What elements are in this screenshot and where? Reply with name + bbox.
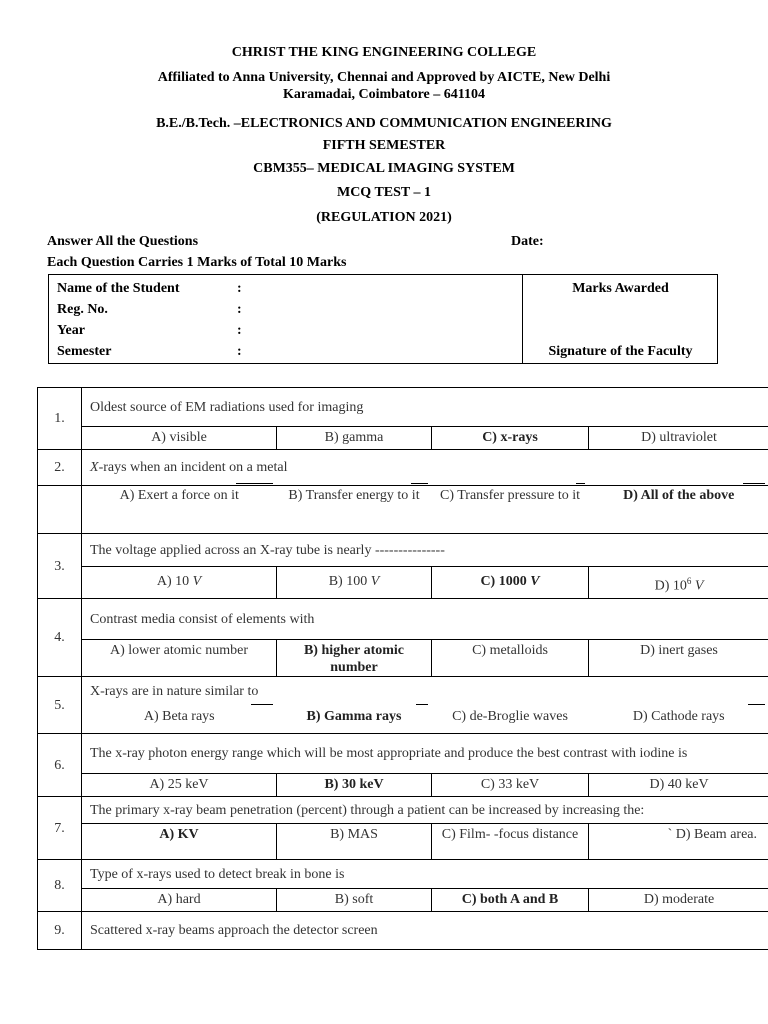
option-a: A) 25 keV <box>82 774 277 797</box>
question-table <box>37 387 768 950</box>
option-c-text: C) 1000 <box>480 574 531 589</box>
unit-v: V <box>192 574 202 589</box>
question-text: Oldest source of EM radiations used for imaging <box>82 388 768 427</box>
option-d-text: D) Cathode rays <box>632 708 725 724</box>
option-b <box>277 486 432 534</box>
option-c-correct <box>432 567 589 599</box>
option-d-text: D) All of the above <box>623 488 735 503</box>
question-text: Scattered x-ray beams approach the detector screen <box>82 912 768 950</box>
options-row <box>38 889 768 912</box>
faculty-signature-label: Signature of the Faculty <box>548 344 693 359</box>
options-row <box>38 824 768 860</box>
semester-colon: : <box>237 344 242 359</box>
option-c <box>432 486 589 534</box>
question-row <box>38 797 768 824</box>
option-c-text: C) Transfer pressure to it <box>440 488 580 503</box>
option-b <box>277 567 432 599</box>
option-b-correct <box>277 707 432 734</box>
test-title: MCQ TEST – 1 <box>336 185 431 200</box>
question-number: 5. <box>38 677 82 734</box>
option-a-correct: A) KV <box>82 824 277 860</box>
reg-no-colon: : <box>237 302 242 317</box>
options-row <box>38 707 768 734</box>
option-d: D) 40 keV <box>589 774 768 797</box>
options-row <box>38 486 768 534</box>
unit-v: V <box>694 578 704 594</box>
year-colon: : <box>237 323 242 338</box>
question-number: 2. <box>38 450 82 486</box>
reg-no-label: Reg. No. <box>57 302 108 317</box>
marks-awarded-label: Marks Awarded <box>572 281 669 296</box>
option-a-text: A) Beta rays <box>143 708 215 724</box>
question-text <box>82 450 768 486</box>
option-a: A) lower atomic number <box>82 640 277 677</box>
option-c: C) Film- -focus distance <box>432 824 589 860</box>
question-text: Type of x-rays used to detect break in bone is <box>82 860 768 889</box>
semester-label: Semester <box>57 344 112 359</box>
option-d: D) ultraviolet <box>589 427 768 450</box>
question-row <box>38 599 768 640</box>
option-d <box>589 567 768 599</box>
course-title: CBM355– MEDICAL IMAGING SYSTEM <box>253 161 515 176</box>
date-label: Date: <box>511 234 544 249</box>
option-d-correct <box>589 486 768 534</box>
options-row <box>38 640 768 677</box>
question-text-rest: -rays when an incident on a metal <box>98 460 288 475</box>
question-row <box>38 388 768 427</box>
regulation-line: (REGULATION 2021) <box>316 210 452 225</box>
question-row <box>38 450 768 486</box>
name-colon: : <box>237 281 242 296</box>
question-text: The primary x-ray beam penetration (percent) through a patient can be increased by increasing the: <box>82 797 768 824</box>
question-text: The voltage applied across an X-ray tube is nearly --------------- <box>82 534 768 567</box>
year-label: Year <box>57 323 85 338</box>
unit-v: V <box>530 574 540 589</box>
department-line: B.E./B.Tech. –ELECTRONICS AND COMMUNICATION ENGINEERING <box>156 116 612 131</box>
question-number: 1. <box>38 388 82 450</box>
semester-line: FIFTH SEMESTER <box>322 138 446 153</box>
question-row <box>38 860 768 889</box>
name-label: Name of the Student <box>57 281 180 296</box>
option-a: A) hard <box>82 889 277 912</box>
question-number: 9. <box>38 912 82 950</box>
option-a-text: A) Exert a force on it <box>119 488 239 503</box>
option-d: D) moderate <box>589 889 768 912</box>
option-c: C) metalloids <box>432 640 589 677</box>
option-c: C) 33 keV <box>432 774 589 797</box>
option-c-correct: C) x-rays <box>432 427 589 450</box>
marks-note: Each Question Carries 1 Marks of Total 10 Marks <box>47 255 347 270</box>
option-b-text: B) Transfer energy to it <box>288 488 420 503</box>
option-b: B) gamma <box>277 427 432 450</box>
college-name: CHRIST THE KING ENGINEERING COLLEGE <box>231 45 537 60</box>
question-text-italic: X <box>90 460 99 475</box>
option-a: A) visible <box>82 427 277 450</box>
option-b: B) soft <box>277 889 432 912</box>
question-row <box>38 912 768 950</box>
option-a <box>82 486 277 534</box>
option-c-text: C) de-Broglie waves <box>452 708 568 724</box>
option-a <box>82 567 277 599</box>
unit-v: V <box>370 574 380 589</box>
option-d-text: D) 10 <box>654 578 687 594</box>
options-row <box>38 427 768 450</box>
question-row <box>38 534 768 567</box>
option-b-correct: B) 30 keV <box>277 774 432 797</box>
option-d: ` D) Beam area. <box>589 824 768 860</box>
option-a <box>82 707 277 734</box>
option-b: B) MAS <box>277 824 432 860</box>
options-row <box>38 774 768 797</box>
option-d: D) inert gases <box>589 640 768 677</box>
options-row <box>38 567 768 599</box>
option-b-correct: B) higher atomic number <box>277 640 432 677</box>
question-row <box>38 677 768 707</box>
option-d <box>589 707 768 734</box>
blank-cell <box>38 486 82 534</box>
option-b-text: B) 100 <box>328 574 371 589</box>
exponent: 6 <box>686 576 692 586</box>
option-c <box>432 707 589 734</box>
question-number: 7. <box>38 797 82 860</box>
question-number: 6. <box>38 734 82 797</box>
question-row <box>38 734 768 774</box>
answer-all-instruction: Answer All the Questions <box>47 234 199 249</box>
question-number: 8. <box>38 860 82 912</box>
option-c-correct: C) both A and B <box>432 889 589 912</box>
affiliation-line: Affiliated to Anna University, Chennai and Approved by AICTE, New Delhi <box>157 70 611 85</box>
question-text: Contrast media consist of elements with <box>82 599 768 640</box>
student-info-box <box>48 274 718 364</box>
question-text: The x-ray photon energy range which will be most appropriate and produce the best contrast with iodine is <box>82 734 768 774</box>
question-text: X-rays are in nature similar to <box>82 677 768 707</box>
option-a-text: A) 10 <box>156 574 193 589</box>
option-b-text: B) Gamma rays <box>306 708 402 724</box>
address-line: Karamadai, Coimbatore – 641104 <box>283 87 485 102</box>
question-number: 4. <box>38 599 82 677</box>
question-number: 3. <box>38 534 82 599</box>
